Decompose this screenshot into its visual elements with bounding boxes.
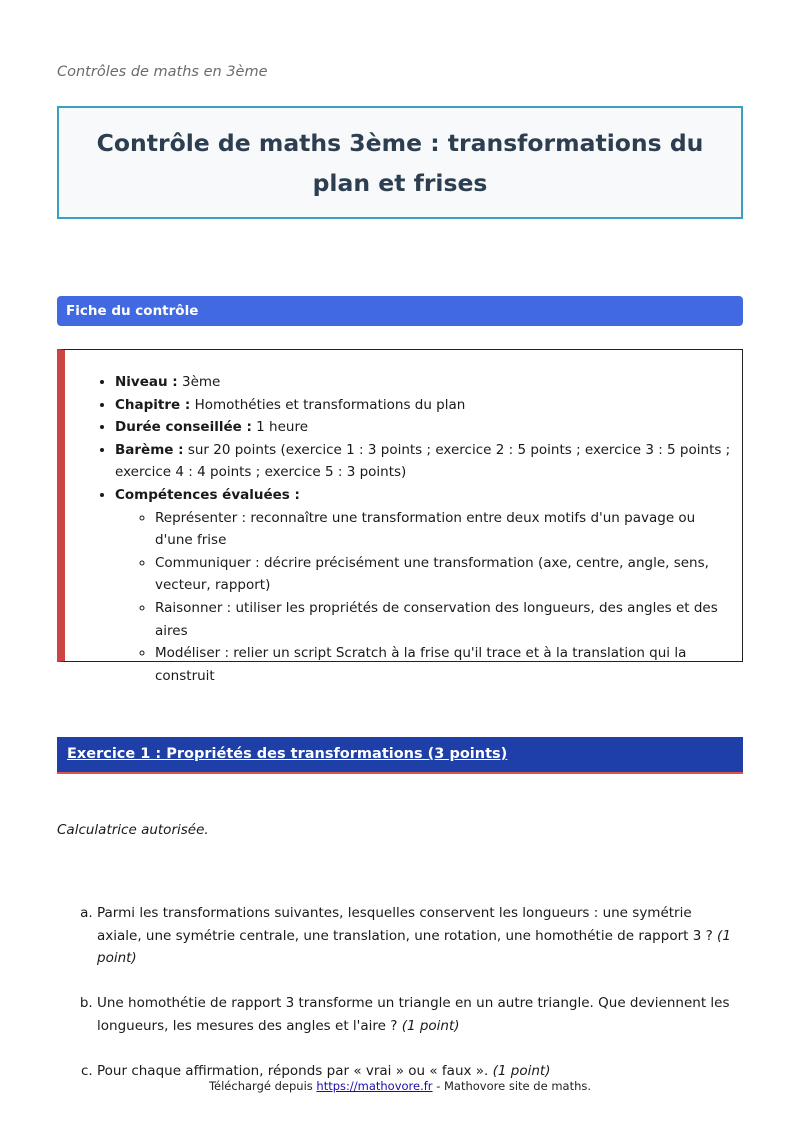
question-text: Parmi les transformations suivantes, lesquelles conservent les longueurs : une symétrie axiale, une symétrie centrale, une translation, une rotation, une homothétie de rapport 3 ? <box>97 905 718 944</box>
footer-link[interactable]: https://mathovore.fr <box>316 1079 433 1093</box>
fiche-value: 1 heure <box>251 419 309 436</box>
competences-list <box>115 507 735 688</box>
title-box <box>57 106 743 219</box>
breadcrumb: Contrôles de maths en 3ème <box>57 64 268 80</box>
fiche-item-competences <box>115 484 735 687</box>
exercise-1-title[interactable]: Exercice 1 : Propriétés des transformations (3 points) <box>67 746 508 762</box>
questions-list <box>97 902 737 1105</box>
fiche-label: Niveau : <box>115 374 178 390</box>
fiche-label: Barème : <box>115 441 184 458</box>
question-b <box>97 992 737 1037</box>
fiche-header: Fiche du contrôle <box>57 296 743 326</box>
fiche-item-chapitre <box>115 394 735 417</box>
fiche-list <box>115 371 735 687</box>
page-title: Contrôle de maths 3ème : transformations du plan et frises <box>96 128 704 197</box>
fiche-label: Compétences évaluées : <box>115 486 300 503</box>
footer <box>0 1079 800 1093</box>
fiche-box <box>57 349 743 684</box>
question-points: (1 point) <box>97 927 731 967</box>
fiche-value: sur 20 points (exercice 1 : 3 points ; exercice 2 : 5 points ; exercice 3 : 5 points ; exercice 4 : 4 points ; exercice 5 : 3 points) <box>115 441 731 481</box>
question-a <box>97 902 737 970</box>
question-points: (1 point) <box>401 1017 460 1034</box>
competence-item: ◦ Raisonner : utiliser les propriétés de conservation des longueurs, des angles et des aires <box>155 597 735 642</box>
competence-item: ◦ Communiquer : décrire précisément une transformation (axe, centre, angle, sens, vecteur, rapport) <box>155 552 735 597</box>
calculator-note: Calculatrice autorisée. <box>57 822 209 838</box>
footer-prefix: Téléchargé depuis <box>208 1079 317 1093</box>
competence-item: ◦ Représenter : reconnaître une transformation entre deux motifs d'un pavage ou d'une frise <box>155 507 735 552</box>
footer-suffix: - Mathovore site de maths. <box>432 1079 592 1093</box>
question-points: (1 point) <box>492 1063 551 1080</box>
fiche-value: 3ème <box>177 374 221 390</box>
fiche-label: Chapitre : <box>115 396 191 413</box>
question-text: Une homothétie de rapport 3 transforme un triangle en un autre triangle. Que deviennent les longueurs, les mesures des angles et l'aire ? <box>97 995 730 1034</box>
fiche-item-niveau <box>115 371 735 394</box>
fiche-value: Homothéties et transformations du plan <box>190 396 466 413</box>
fiche-item-bareme <box>115 439 735 484</box>
fiche-label: Durée conseillée : <box>115 419 252 436</box>
exercise-1-header[interactable] <box>57 737 743 774</box>
fiche-item-duree <box>115 416 735 439</box>
competence-item: ◦ Modéliser : relier un script Scratch à la frise qu'il trace et à la translation qui la construit <box>155 642 735 687</box>
question-text: Pour chaque affirmation, réponds par « vrai » ou « faux ». <box>97 1063 493 1080</box>
